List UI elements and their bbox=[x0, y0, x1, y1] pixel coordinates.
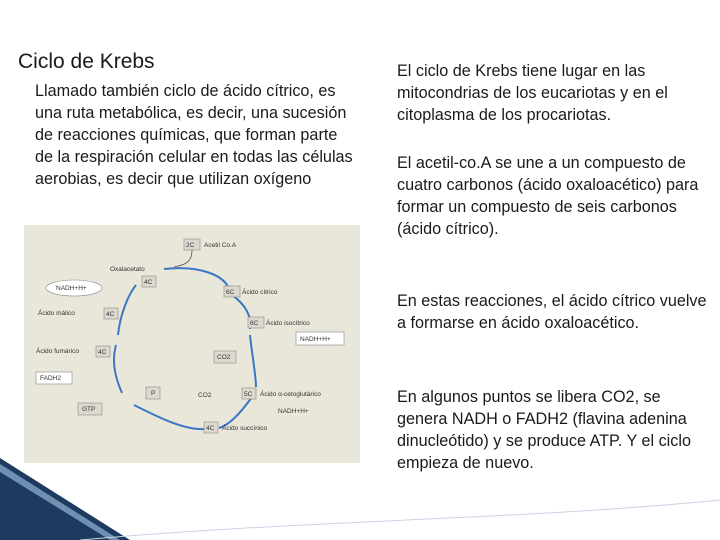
co2-bottom: CO2 bbox=[198, 392, 212, 399]
succinico-carbons: 4C bbox=[206, 425, 215, 432]
co2-middle: CO2 bbox=[217, 354, 231, 361]
krebs-cycle-svg bbox=[24, 225, 360, 463]
right-bullet-3: En estas reacciones, el ácido cítrico vuelve a formarse en ácido oxaloacético. bbox=[397, 292, 707, 332]
footer-curve bbox=[80, 500, 720, 540]
fadh: FADH2 bbox=[40, 375, 61, 382]
citrico-name: Ácido cítrico bbox=[242, 289, 278, 296]
citrico-carbons: 6C bbox=[226, 289, 235, 296]
oxaloacetato-name: Oxalacetato bbox=[110, 266, 145, 273]
nadh-bottom: NADH+H+ bbox=[278, 408, 309, 415]
cetoglutarico-carbons: 5C bbox=[244, 391, 253, 398]
oxaloacetato-carbons: 4C bbox=[144, 279, 153, 286]
arc-bottom-right bbox=[219, 397, 252, 428]
right-bullet-2: El acetil-co.A se une a un compuesto de cuatro carbonos (ácido oxaloacético) para formar un compuesto de seis carbonos (ácido cítrico). bbox=[397, 154, 699, 238]
nadh-left: NADH+H+ bbox=[56, 285, 87, 292]
slide-title: Ciclo de Krebs bbox=[18, 50, 155, 73]
arc-right-2 bbox=[250, 335, 256, 387]
arc-top-right bbox=[164, 268, 229, 289]
krebs-cycle-diagram bbox=[24, 225, 360, 463]
fumarico-name: Ácido fumárico bbox=[36, 348, 79, 355]
acetil-carbons: 2C bbox=[186, 242, 195, 249]
right-bullet-1: El ciclo de Krebs tiene lugar en las mitocondrias de los eucariotas y en el citoplasma de los procariotas. bbox=[397, 62, 668, 124]
malico-carbons: 4C bbox=[106, 311, 115, 318]
isocitrico-carbons: 6C bbox=[250, 320, 259, 327]
p-label: P bbox=[151, 390, 156, 397]
right-bullet-4: En algunos puntos se libera CO2, se genera NADH o FADH2 (flavina adenina dinucleótido) y se produce ATP. Y el ciclo empieza de nuevo. bbox=[397, 388, 691, 472]
arc-left-upper bbox=[118, 285, 136, 335]
acetil-name: Acetil Co.A bbox=[204, 242, 237, 249]
acetil-arrow bbox=[174, 250, 192, 267]
arc-right-1 bbox=[232, 295, 250, 329]
footer-wedge-dark bbox=[0, 458, 130, 540]
malico-name: Ácido málico bbox=[38, 310, 75, 317]
arc-left-lower bbox=[114, 345, 122, 393]
gtp-label: GTP bbox=[82, 406, 96, 413]
fumarico-carbons: 4C bbox=[98, 349, 107, 356]
left-bullet-text: Llamado también ciclo de ácido cítrico, es una ruta metabólica, es decir, una sucesión de reacciones químicas, que forman parte de la respiración celular en todas las células aerobias, es decir que utilizan oxígeno bbox=[35, 82, 353, 188]
succinico-name: Ácido succínico bbox=[222, 425, 268, 432]
nadh-right: NADH+H+ bbox=[300, 336, 331, 343]
footer-decoration bbox=[0, 450, 720, 540]
isocitrico-name: Ácido isocítrico bbox=[266, 320, 310, 327]
cetoglutarico-name: Ácido α-cetoglutárico bbox=[260, 391, 321, 398]
arc-bottom bbox=[134, 405, 206, 429]
